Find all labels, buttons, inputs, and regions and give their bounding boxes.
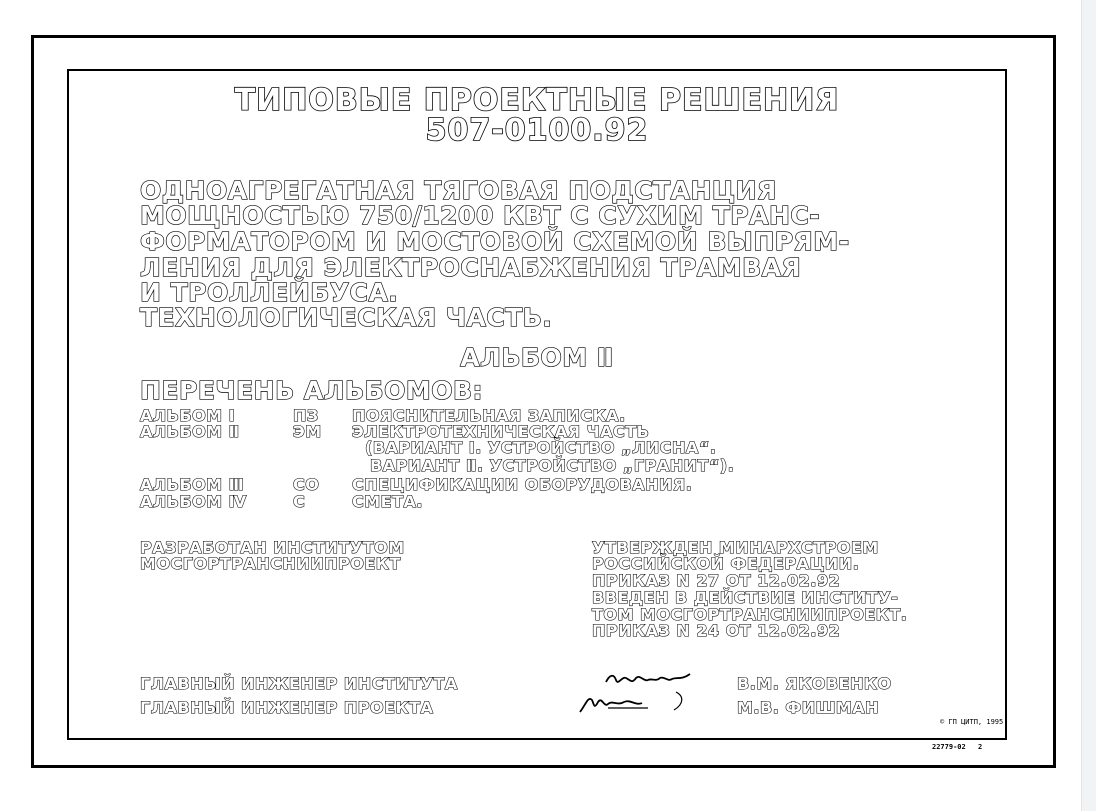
list-item-code: ЭМ — [293, 422, 322, 441]
header-code: 507-0100.92 — [425, 113, 649, 148]
page-number: 2 — [978, 743, 983, 751]
approval-line: РОССИЙСКОЙ ФЕДЕРАЦИИ. — [592, 554, 860, 573]
sheet-number: 22779-02 — [932, 743, 966, 751]
approval-line: ВВЕДЕН В ДЕЙСТВИЕ ИНСТИТУ- — [592, 588, 899, 607]
approval-line: ПРИКАЗ N 27 ОТ 12.02.92 — [592, 571, 841, 590]
list-item-code: СО — [293, 475, 320, 494]
vertical-scrollbar[interactable] — [1081, 0, 1096, 811]
signature-name: М.В. ФИШМАН — [737, 698, 880, 717]
approval-line: ПРИКАЗ N 24 ОТ 12.02.92 — [592, 621, 841, 640]
handwritten-signature — [578, 690, 698, 716]
list-item-album: АЛЬБОМ Ⅳ — [140, 492, 247, 511]
description-line: И ТРОЛЛЕЙБУСА. — [140, 278, 399, 307]
copyright-stamp: © ГП ЦИТП, 1995 — [940, 718, 1004, 726]
list-item-code: С — [293, 492, 306, 511]
developer-line: МОСГОРТРАНСНИИПРОЕКТ — [140, 554, 401, 573]
list-item-album: АЛЬБОМ Ⅰ — [140, 406, 236, 425]
signature-role: ГЛАВНЫЙ ИНЖЕНЕР ПРОЕКТА — [140, 698, 434, 717]
developer-line: РАЗРАБОТАН ИНСТИТУТОМ — [140, 538, 405, 557]
handwritten-signature — [604, 668, 694, 690]
list-item-desc: СПЕЦИФИКАЦИИ ОБОРУДОВАНИЯ. — [352, 475, 693, 494]
list-item-album: АЛЬБОМ Ⅱ — [140, 422, 240, 441]
list-item-desc: СМЕТА. — [352, 492, 423, 511]
header-title: ТИПОВЫЕ ПРОЕКТНЫЕ РЕШЕНИЯ — [234, 83, 840, 118]
list-item-album: АЛЬБОМ Ⅲ — [140, 475, 245, 494]
approval-line: УТВЕРЖДЕН МИНАРХСТРОЕМ — [592, 538, 879, 557]
description-line: ТЕХНОЛОГИЧЕСКАЯ ЧАСТЬ. — [140, 303, 553, 332]
signature-name: В.М. ЯКОВЕНКО — [737, 674, 892, 693]
list-item-desc: ВАРИАНТ Ⅱ. УСТРОЙСТВО „ГРАНИТ“). — [370, 456, 735, 475]
description-line: ФОРМАТОРОМ И МОСТОВОЙ СХЕМОЙ ВЫПРЯМ- — [140, 227, 850, 256]
list-item-desc: ПОЯСНИТЕЛЬНАЯ ЗАПИСКА. — [352, 406, 626, 425]
approval-line: ТОМ МОСГОРТРАНСНИИПРОЕКТ. — [592, 605, 908, 624]
albums-list-heading: ПЕРЕЧЕНЬ АЛЬБОМОВ: — [140, 376, 484, 405]
list-item-desc: ЭЛЕКТРОТЕХНИЧЕСКАЯ ЧАСТЬ — [352, 422, 650, 441]
list-item-desc: (ВАРИАНТ Ⅰ. УСТРОЙСТВО „ЛИСНА“. — [365, 438, 717, 457]
description-line: МОЩНОСТЬЮ 750/1200 КВТ С СУХИМ ТРАНС- — [140, 201, 821, 230]
album-label: АЛЬБОМ Ⅱ — [460, 343, 614, 372]
description-line: ОДНОАГРЕГАТНАЯ ТЯГОВАЯ ПОДСТАНЦИЯ — [140, 176, 777, 205]
description-line: ЛЕНИЯ ДЛЯ ЭЛЕКТРОСНАБЖЕНИЯ ТРАМВАЯ — [140, 253, 802, 282]
signature-role: ГЛАВНЫЙ ИНЖЕНЕР ИНСТИТУТА — [140, 674, 458, 693]
list-item-code: ПЗ — [293, 406, 319, 425]
